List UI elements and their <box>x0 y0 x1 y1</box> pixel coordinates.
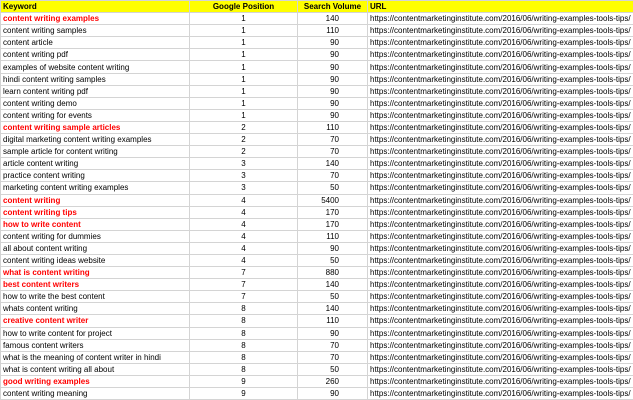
google-position-cell[interactable]: 1 <box>190 85 298 97</box>
table-row <box>1 37 633 49</box>
keyword-cell[interactable]: content writing <box>1 194 190 206</box>
google-position-cell[interactable]: 4 <box>190 254 298 266</box>
google-position-cell[interactable]: 2 <box>190 146 298 158</box>
search-volume-cell[interactable]: 50 <box>298 363 368 375</box>
search-volume-cell[interactable]: 5400 <box>298 194 368 206</box>
keyword-cell[interactable]: content writing ideas website <box>1 254 190 266</box>
table-row <box>1 303 633 315</box>
keyword-cell[interactable]: content writing tips <box>1 206 190 218</box>
google-position-cell[interactable]: 4 <box>190 230 298 242</box>
google-position-cell[interactable]: 4 <box>190 194 298 206</box>
url-cell[interactable]: https://contentmarketinginstitute.com/2016/06/writing-examples-tools-tips/ <box>368 121 633 133</box>
search-volume-cell[interactable]: 70 <box>298 134 368 146</box>
table-row <box>1 85 633 97</box>
table-row <box>1 375 633 387</box>
url-cell[interactable]: https://contentmarketinginstitute.com/2016/06/writing-examples-tools-tips/ <box>368 13 633 25</box>
url-cell[interactable]: https://contentmarketinginstitute.com/2016/06/writing-examples-tools-tips/ <box>368 351 633 363</box>
url-cell[interactable]: https://contentmarketinginstitute.com/2016/06/writing-examples-tools-tips/ <box>368 230 633 242</box>
search-volume-cell[interactable]: 140 <box>298 13 368 25</box>
table-row <box>1 25 633 37</box>
keyword-cell[interactable]: whats content writing <box>1 303 190 315</box>
url-cell[interactable]: https://contentmarketinginstitute.com/2016/06/writing-examples-tools-tips/ <box>368 327 633 339</box>
keyword-cell[interactable]: content writing for dummies <box>1 230 190 242</box>
url-cell[interactable]: https://contentmarketinginstitute.com/2016/06/writing-examples-tools-tips/ <box>368 49 633 61</box>
table-row <box>1 49 633 61</box>
keyword-cell[interactable]: content article <box>1 37 190 49</box>
keyword-cell[interactable]: learn content writing pdf <box>1 85 190 97</box>
table-row <box>1 61 633 73</box>
table-row <box>1 121 633 133</box>
table-row <box>1 242 633 254</box>
url-cell[interactable]: https://contentmarketinginstitute.com/2016/06/writing-examples-tools-tips/ <box>368 363 633 375</box>
table-row <box>1 13 633 25</box>
keyword-cell[interactable]: creative content writer <box>1 315 190 327</box>
google-position-cell[interactable]: 9 <box>190 375 298 387</box>
table-row <box>1 194 633 206</box>
table-row <box>1 158 633 170</box>
table-row <box>1 97 633 109</box>
search-volume-cell[interactable]: 880 <box>298 267 368 279</box>
url-cell[interactable]: https://contentmarketinginstitute.com/2016/06/writing-examples-tools-tips/ <box>368 242 633 254</box>
search-volume-cell[interactable]: 90 <box>298 242 368 254</box>
search-volume-cell[interactable]: 50 <box>298 182 368 194</box>
google-position-cell[interactable]: 1 <box>190 61 298 73</box>
table-row <box>1 315 633 327</box>
keyword-cell[interactable]: what is the meaning of content writer in hindi <box>1 351 190 363</box>
table-row <box>1 327 633 339</box>
url-cell[interactable]: https://contentmarketinginstitute.com/2016/06/writing-examples-tools-tips/ <box>368 303 633 315</box>
search-volume-cell[interactable]: 90 <box>298 109 368 121</box>
header-google-position[interactable]: Google Position <box>190 1 298 13</box>
search-volume-cell[interactable]: 90 <box>298 61 368 73</box>
google-position-cell[interactable]: 1 <box>190 37 298 49</box>
keyword-cell[interactable]: article content writing <box>1 158 190 170</box>
header-keyword[interactable]: Keyword <box>1 1 190 13</box>
google-position-cell[interactable]: 4 <box>190 206 298 218</box>
google-position-cell[interactable]: 3 <box>190 182 298 194</box>
table-row <box>1 279 633 291</box>
keyword-cell[interactable]: how to write content <box>1 218 190 230</box>
keyword-cell[interactable]: content writing for events <box>1 109 190 121</box>
keyword-cell[interactable]: how to write the best content <box>1 291 190 303</box>
search-volume-cell[interactable]: 90 <box>298 73 368 85</box>
search-volume-cell[interactable]: 110 <box>298 25 368 37</box>
header-search-volume[interactable]: Search Volume <box>298 1 368 13</box>
keyword-cell[interactable]: content writing pdf <box>1 49 190 61</box>
google-position-cell[interactable]: 9 <box>190 388 298 400</box>
search-volume-cell[interactable]: 90 <box>298 37 368 49</box>
header-row <box>1 1 633 13</box>
table-body <box>1 13 633 400</box>
google-position-cell[interactable]: 4 <box>190 242 298 254</box>
url-cell[interactable]: https://contentmarketinginstitute.com/2016/06/writing-examples-tools-tips/ <box>368 182 633 194</box>
search-volume-cell[interactable]: 70 <box>298 339 368 351</box>
keyword-cell[interactable]: practice content writing <box>1 170 190 182</box>
google-position-cell[interactable]: 8 <box>190 303 298 315</box>
keyword-cell[interactable]: hindi content writing samples <box>1 73 190 85</box>
keyword-cell[interactable]: best content writers <box>1 279 190 291</box>
google-position-cell[interactable]: 2 <box>190 134 298 146</box>
google-position-cell[interactable]: 3 <box>190 170 298 182</box>
search-volume-cell[interactable]: 260 <box>298 375 368 387</box>
table-row <box>1 73 633 85</box>
url-cell[interactable]: https://contentmarketinginstitute.com/2016/06/writing-examples-tools-tips/ <box>368 206 633 218</box>
url-cell[interactable]: https://contentmarketinginstitute.com/2016/06/writing-examples-tools-tips/ <box>368 134 633 146</box>
table-row <box>1 109 633 121</box>
search-volume-cell[interactable]: 70 <box>298 170 368 182</box>
search-volume-cell[interactable]: 90 <box>298 97 368 109</box>
table-row <box>1 230 633 242</box>
search-volume-cell[interactable]: 110 <box>298 230 368 242</box>
google-position-cell[interactable]: 7 <box>190 291 298 303</box>
keyword-cell[interactable]: content writing demo <box>1 97 190 109</box>
table-row <box>1 146 633 158</box>
google-position-cell[interactable]: 2 <box>190 121 298 133</box>
keyword-cell[interactable]: how to write content for project <box>1 327 190 339</box>
header-url[interactable]: URL <box>368 1 633 13</box>
url-cell[interactable]: https://contentmarketinginstitute.com/2016/06/writing-examples-tools-tips/ <box>368 375 633 387</box>
search-volume-cell[interactable]: 90 <box>298 327 368 339</box>
url-cell[interactable]: https://contentmarketinginstitute.com/2016/06/writing-examples-tools-tips/ <box>368 85 633 97</box>
google-position-cell[interactable]: 1 <box>190 73 298 85</box>
table-row <box>1 254 633 266</box>
url-cell[interactable]: https://contentmarketinginstitute.com/2016/06/writing-examples-tools-tips/ <box>368 218 633 230</box>
keyword-cell[interactable]: good writing examples <box>1 375 190 387</box>
google-position-cell[interactable]: 4 <box>190 218 298 230</box>
search-volume-cell[interactable]: 70 <box>298 146 368 158</box>
url-cell[interactable]: https://contentmarketinginstitute.com/2016/06/writing-examples-tools-tips/ <box>368 339 633 351</box>
search-volume-cell[interactable]: 110 <box>298 315 368 327</box>
table-row <box>1 206 633 218</box>
keyword-cell[interactable]: digital marketing content writing examples <box>1 134 190 146</box>
url-cell[interactable]: https://contentmarketinginstitute.com/2016/06/writing-examples-tools-tips/ <box>368 315 633 327</box>
table-row <box>1 218 633 230</box>
google-position-cell[interactable]: 8 <box>190 339 298 351</box>
url-cell[interactable]: https://contentmarketinginstitute.com/2016/06/writing-examples-tools-tips/ <box>368 146 633 158</box>
google-position-cell[interactable]: 8 <box>190 351 298 363</box>
keyword-cell[interactable]: marketing content writing examples <box>1 182 190 194</box>
keyword-cell[interactable]: content writing examples <box>1 13 190 25</box>
google-position-cell[interactable]: 1 <box>190 109 298 121</box>
keyword-cell[interactable]: content writing samples <box>1 25 190 37</box>
search-volume-cell[interactable]: 70 <box>298 351 368 363</box>
keyword-cell[interactable]: what is content writing all about <box>1 363 190 375</box>
url-cell[interactable]: https://contentmarketinginstitute.com/2016/06/writing-examples-tools-tips/ <box>368 170 633 182</box>
url-cell[interactable]: https://contentmarketinginstitute.com/2016/06/writing-examples-tools-tips/ <box>368 109 633 121</box>
url-cell[interactable]: https://contentmarketinginstitute.com/2016/06/writing-examples-tools-tips/ <box>368 97 633 109</box>
google-position-cell[interactable]: 7 <box>190 267 298 279</box>
keyword-cell[interactable]: sample article for content writing <box>1 146 190 158</box>
url-cell[interactable]: https://contentmarketinginstitute.com/2016/06/writing-examples-tools-tips/ <box>368 158 633 170</box>
search-volume-cell[interactable]: 170 <box>298 218 368 230</box>
table-row <box>1 363 633 375</box>
google-position-cell[interactable]: 1 <box>190 97 298 109</box>
search-volume-cell[interactable]: 140 <box>298 303 368 315</box>
url-cell[interactable]: https://contentmarketinginstitute.com/2016/06/writing-examples-tools-tips/ <box>368 61 633 73</box>
url-cell[interactable]: https://contentmarketinginstitute.com/2016/06/writing-examples-tools-tips/ <box>368 73 633 85</box>
google-position-cell[interactable]: 1 <box>190 13 298 25</box>
url-cell[interactable]: https://contentmarketinginstitute.com/2016/06/writing-examples-tools-tips/ <box>368 37 633 49</box>
keyword-cell[interactable]: famous content writers <box>1 339 190 351</box>
search-volume-cell[interactable]: 50 <box>298 291 368 303</box>
url-cell[interactable]: https://contentmarketinginstitute.com/2016/06/writing-examples-tools-tips/ <box>368 291 633 303</box>
table-row <box>1 182 633 194</box>
table-row <box>1 134 633 146</box>
keyword-cell[interactable]: all about content writing <box>1 242 190 254</box>
url-cell[interactable]: https://contentmarketinginstitute.com/2016/06/writing-examples-tools-tips/ <box>368 194 633 206</box>
table-row <box>1 291 633 303</box>
search-volume-cell[interactable]: 110 <box>298 121 368 133</box>
url-cell[interactable]: https://contentmarketinginstitute.com/2016/06/writing-examples-tools-tips/ <box>368 279 633 291</box>
google-position-cell[interactable]: 1 <box>190 25 298 37</box>
keyword-cell[interactable]: content writing meaning <box>1 388 190 400</box>
search-volume-cell[interactable]: 50 <box>298 254 368 266</box>
url-cell[interactable]: https://contentmarketinginstitute.com/2016/06/writing-examples-tools-tips/ <box>368 25 633 37</box>
table-row <box>1 388 633 400</box>
google-position-cell[interactable]: 8 <box>190 315 298 327</box>
google-position-cell[interactable]: 1 <box>190 49 298 61</box>
table-row <box>1 170 633 182</box>
keyword-cell[interactable]: what is content writing <box>1 267 190 279</box>
search-volume-cell[interactable]: 90 <box>298 85 368 97</box>
google-position-cell[interactable]: 7 <box>190 279 298 291</box>
keyword-cell[interactable]: content writing sample articles <box>1 121 190 133</box>
search-volume-cell[interactable]: 90 <box>298 388 368 400</box>
google-position-cell[interactable]: 8 <box>190 327 298 339</box>
search-volume-cell[interactable]: 170 <box>298 206 368 218</box>
table-row <box>1 267 633 279</box>
table-row <box>1 351 633 363</box>
url-cell[interactable]: https://contentmarketinginstitute.com/2016/06/writing-examples-tools-tips/ <box>368 267 633 279</box>
table-row <box>1 339 633 351</box>
google-position-cell[interactable]: 8 <box>190 363 298 375</box>
url-cell[interactable]: https://contentmarketinginstitute.com/2016/06/writing-examples-tools-tips/ <box>368 388 633 400</box>
search-volume-cell[interactable]: 90 <box>298 49 368 61</box>
google-position-cell[interactable]: 3 <box>190 158 298 170</box>
table-header <box>1 1 633 13</box>
search-volume-cell[interactable]: 140 <box>298 279 368 291</box>
keyword-cell[interactable]: examples of website content writing <box>1 61 190 73</box>
url-cell[interactable]: https://contentmarketinginstitute.com/2016/06/writing-examples-tools-tips/ <box>368 254 633 266</box>
search-volume-cell[interactable]: 140 <box>298 158 368 170</box>
